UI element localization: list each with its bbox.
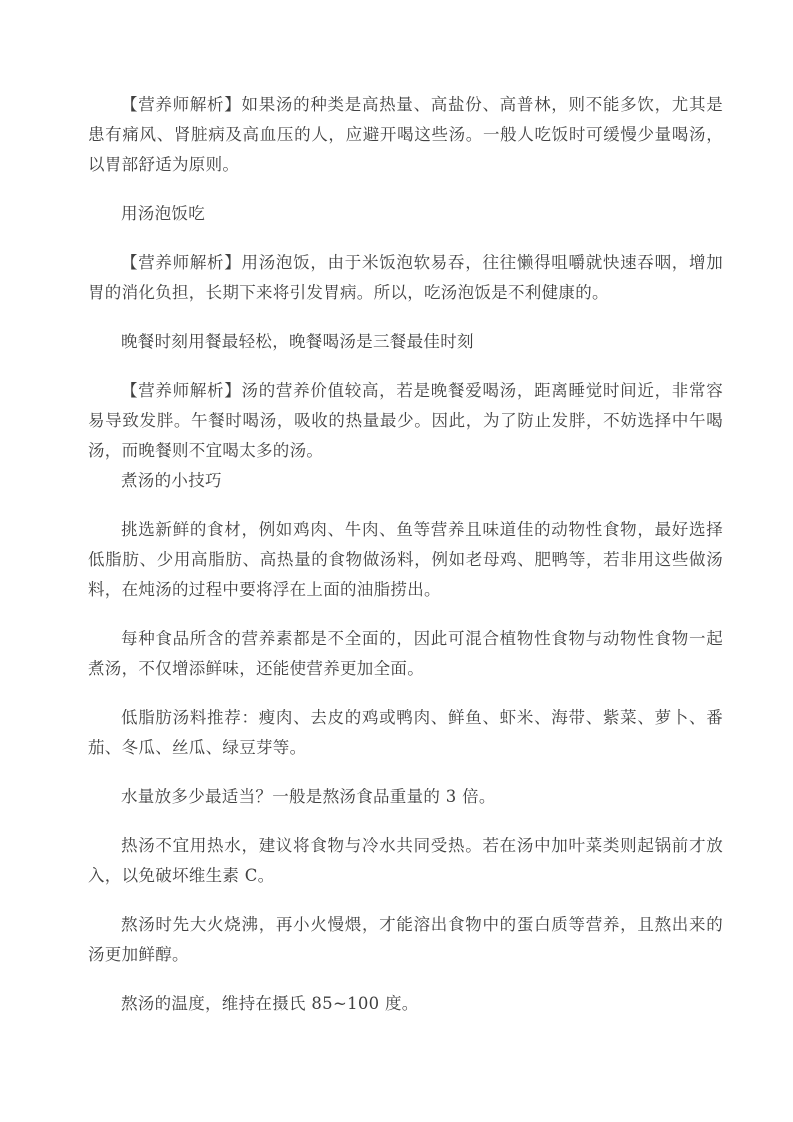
paragraph-cold-water-heating: 热汤不宜用热水，建议将食物与冷水共同受热。若在汤中加叶菜类则起锅前才放入，以免破坏维生素 C。 (88, 836, 723, 885)
section-heading-soup-cooking-tips: 煮汤的小技巧 (121, 471, 222, 490)
paragraph-analysis-dinner-soup: 【营养师解析】汤的营养价值较高，若是晚餐爱喝汤，距离睡觉时间近，非常容易导致发胖。午餐时喝汤，吸收的热量最少。因此，为了防止发胖，不妨选择中午喝汤，而晚餐则不宜喝太多的汤。 (88, 381, 723, 460)
paragraph-soup-temperature: 熬汤的温度，维持在摄氏 85~100 度。 (121, 994, 419, 1013)
paragraph-mix-ingredients: 每种食品所含的营养素都是不全面的，因此可混合植物性食物与动物性食物一起煮汤，不仅增添鲜味，还能使营养更加全面。 (88, 629, 723, 678)
paragraph-low-fat-recommendations: 低脂肪汤料推荐：瘦肉、去皮的鸡或鸭肉、鲜鱼、虾米、海带、紫菜、萝卜、番茄、冬瓜、丝瓜、绿豆芽等。 (88, 708, 723, 757)
section-heading-soup-over-rice: 用汤泡饭吃 (121, 204, 205, 223)
paragraph-analysis-soup-over-rice: 【营养师解析】用汤泡饭，由于米饭泡软易吞，往往懒得咀嚼就快速吞咽，增加胃的消化负担，长期下来将引发胃病。所以，吃汤泡饭是不利健康的。 (88, 253, 723, 302)
paragraph-analysis-soup-types: 【营养师解析】如果汤的种类是高热量、高盐份、高普林，则不能多饮，尤其是患有痛风、肾脏病及高血压的人，应避开喝这些汤。一般人吃饭时可缓慢少量喝汤，以胃部舒适为原则。 (88, 95, 723, 174)
paragraph-fresh-ingredients: 挑选新鲜的食材，例如鸡肉、牛肉、鱼等营养且味道佳的动物性食物，最好选择低脂肪、少用高脂肪、高热量的食物做汤料，例如老母鸡、肥鸭等，若非用这些做汤料，在炖汤的过程中要将浮在上面的油脂捞出。 (88, 520, 723, 599)
paragraph-water-amount: 水量放多少最适当？一般是熬汤食品重量的 3 倍。 (121, 787, 496, 806)
section-heading-dinner-soup-time: 晚餐时刻用餐最轻松，晚餐喝汤是三餐最佳时刻 (121, 332, 474, 351)
paragraph-boil-then-simmer: 熬汤时先大火烧沸，再小火慢煨，才能溶出食物中的蛋白质等营养，且熬出来的汤更加鲜醇。 (88, 915, 723, 964)
